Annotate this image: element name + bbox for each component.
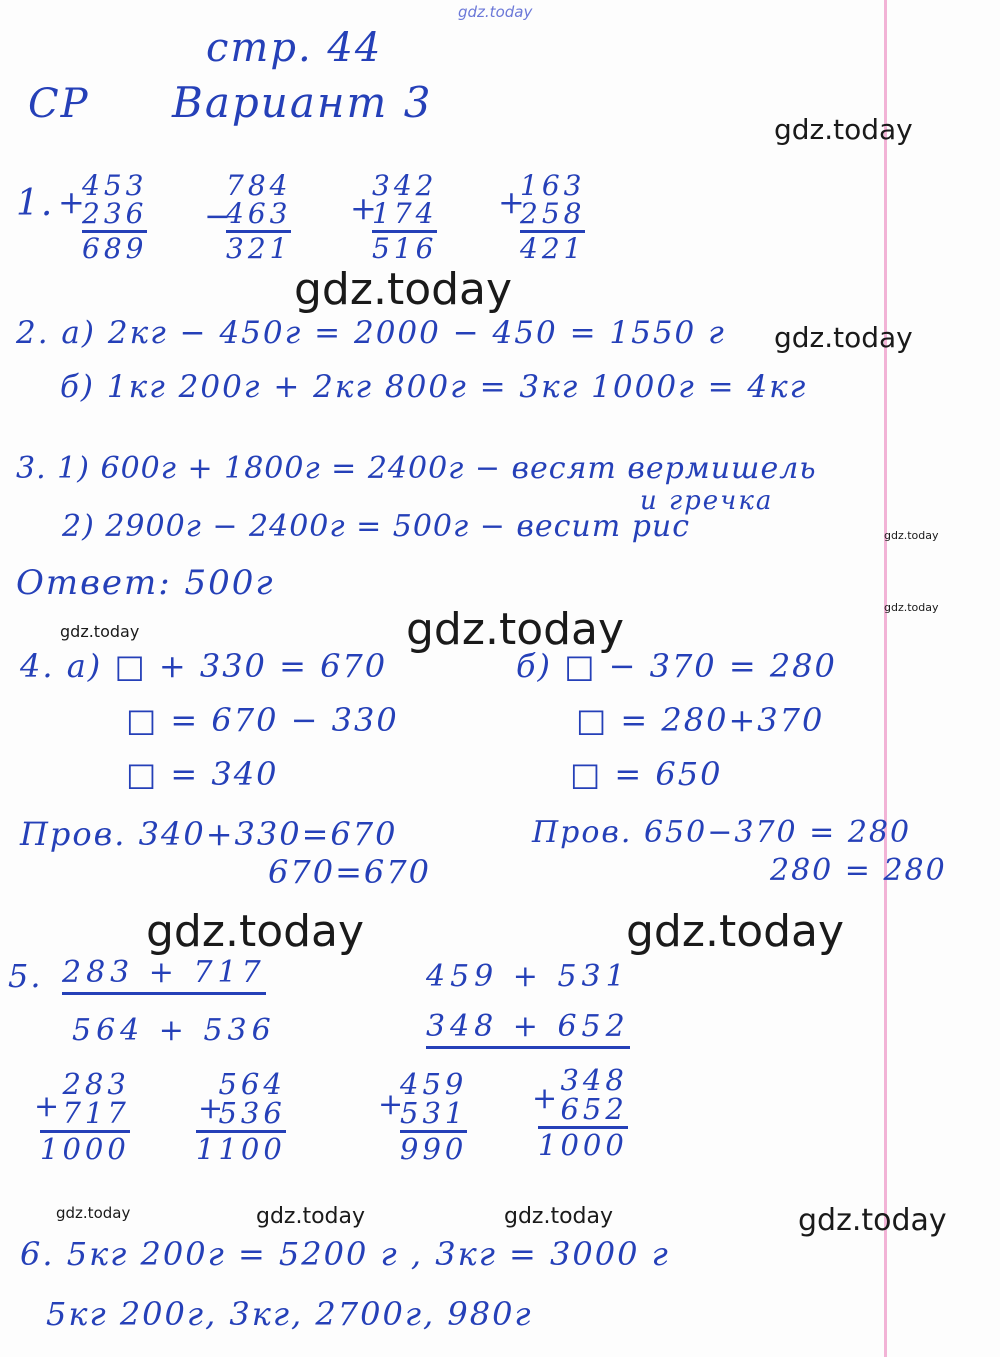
result: 321 [226,232,292,265]
variant-title: Вариант 3 [172,78,433,127]
task3-line-2: 2) 2900г − 2400г = 500г − весит рис [62,509,691,544]
task5-expression: 459 + 531 [426,959,630,994]
column-calc [400,1067,468,1166]
watermark: gdz.today [458,3,533,21]
task3-line-1-extra: и гречка [640,486,774,516]
operand: 283 [62,1067,130,1101]
column-calc [196,1067,286,1166]
task4b-check: Пров. 650−370 = 280 [532,815,912,850]
column-calc [40,1067,130,1166]
page-number: стр. 44 [206,25,383,71]
task4a-step: □ = 670 − 330 [126,701,399,739]
watermark: gdz.today [884,529,939,542]
work-label: СР [28,81,90,127]
operand: 236 [82,197,148,230]
operand: 342 [372,169,438,202]
task6-line-1: 6. 5кг 200г = 5200 г , 3кг = 3000 г [20,1235,670,1273]
task4b-step: □ = 280+370 [576,701,825,739]
result: 1000 [538,1128,628,1162]
watermark: gdz.today [774,113,913,146]
task5-expression: 283 + 717 [62,958,266,995]
watermark: gdz.today [146,906,365,957]
minus-sign: − [204,197,231,235]
task4b-result: □ = 650 [570,755,723,793]
watermark: gdz.today [60,622,140,641]
plus-sign: + [532,1081,558,1116]
result: 516 [372,232,438,265]
watermark: gdz.today [406,604,625,655]
watermark: gdz.today [56,1204,131,1222]
task3-answer: Ответ: 500г [16,563,275,603]
plus-sign: + [58,183,85,221]
column-calc [226,169,292,265]
watermark: gdz.today [256,1204,366,1229]
plus-sign: + [34,1089,60,1124]
operand: 453 [82,169,148,202]
column-calc [372,169,438,265]
task4a-equation: 4. а) □ + 330 = 670 [20,647,388,685]
operand: 463 [226,197,292,230]
column-calc [538,1063,628,1162]
task2-line-a: 2. а) 2кг − 450г = 2000 − 450 = 1550 г [16,315,726,351]
column-calc [520,169,586,265]
plus-sign: + [498,183,525,221]
operand: 784 [226,169,292,202]
task4b-check-result: 280 = 280 [770,853,947,888]
result: 421 [520,232,586,265]
operand: 459 [400,1067,468,1101]
watermark: gdz.today [294,264,513,315]
operand: 258 [520,197,586,230]
task1-label: 1. [16,183,55,224]
operand: 531 [400,1096,468,1130]
operand: 536 [218,1096,286,1130]
watermark: gdz.today [798,1203,947,1238]
task4a-result: □ = 340 [126,755,279,793]
task5-expression: 348 + 652 [426,1012,630,1049]
column-calc [82,169,148,265]
watermark: gdz.today [884,601,939,614]
operand: 717 [62,1096,130,1130]
task2-line-b: б) 1кг 200г + 2кг 800г = 3кг 1000г = 4кг [60,369,808,405]
watermark: gdz.today [504,1204,614,1229]
operand: 652 [560,1092,628,1126]
plus-sign: + [378,1087,404,1122]
task5-expression: 564 + 536 [72,1013,276,1048]
task5-label: 5. [8,957,43,995]
plus-sign: + [350,189,377,227]
task4a-check-result: 670=670 [268,853,431,891]
result: 1100 [196,1132,286,1166]
result: 1000 [40,1132,130,1166]
margin-line [884,0,887,1357]
plus-sign: + [198,1091,224,1126]
task4b-equation: б) □ − 370 = 280 [516,647,837,685]
task4a-check: Пров. 340+330=670 [20,815,398,853]
operand: 348 [560,1063,628,1097]
task3-line-1: 3. 1) 600г + 1800г = 2400г − весят вермишель [16,451,817,486]
operand: 163 [520,169,586,202]
result: 689 [82,232,148,265]
watermark: gdz.today [774,321,913,354]
task6-line-2: 5кг 200г, 3кг, 2700г, 980г [46,1295,533,1333]
result: 990 [400,1132,468,1166]
operand: 174 [372,197,438,230]
operand: 564 [218,1067,286,1101]
watermark: gdz.today [626,906,845,957]
